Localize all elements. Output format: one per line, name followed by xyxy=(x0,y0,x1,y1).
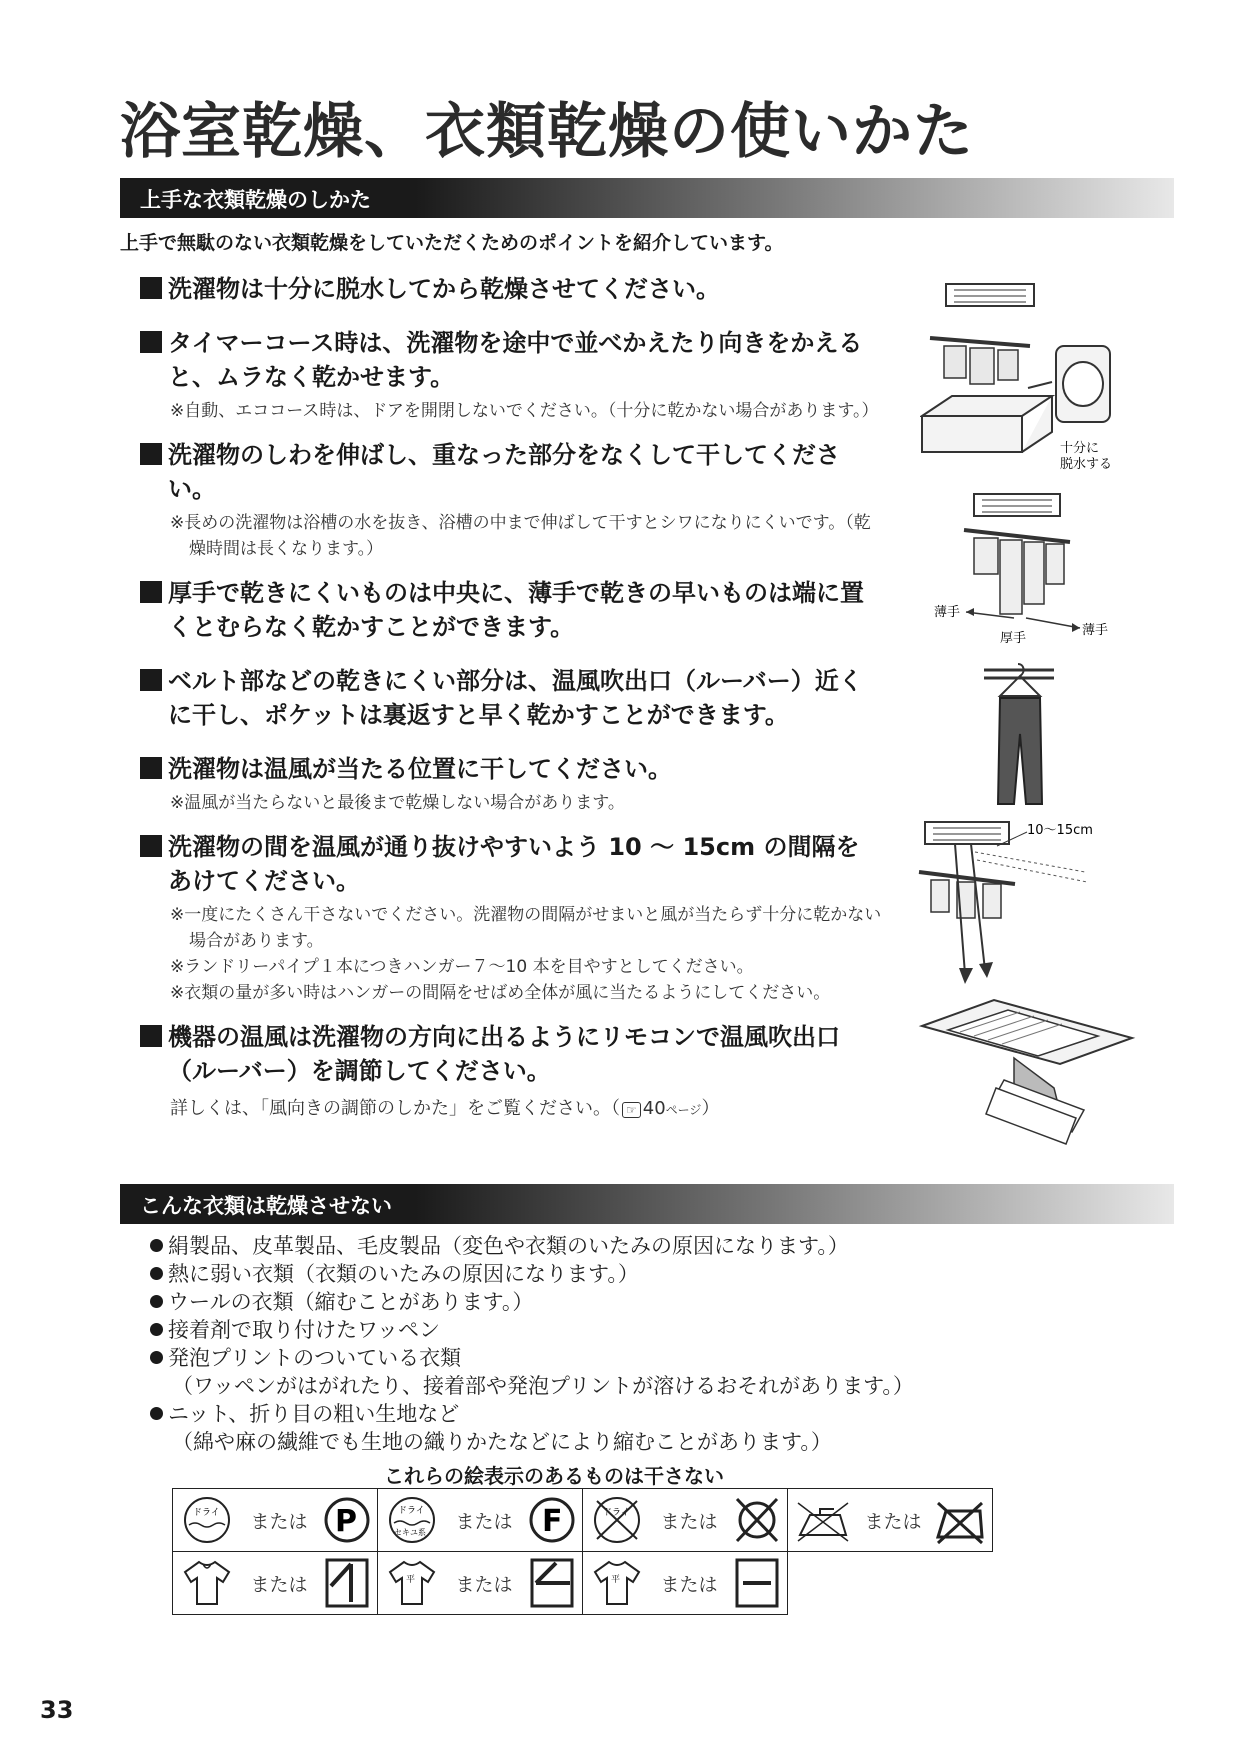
bullet-icon xyxy=(150,1323,163,1336)
svg-text:平: 平 xyxy=(611,1575,621,1585)
square-bullet-icon xyxy=(140,443,162,465)
list-item: ウールの衣類（縮むことがあります。） xyxy=(150,1288,914,1316)
flat-dry-shade-box-icon xyxy=(528,1556,576,1610)
square-bullet-icon xyxy=(140,277,162,299)
or-label: または xyxy=(455,1573,513,1596)
tip-note: ※ランドリーパイプ１本につきハンガー７～10 本を目やすとしてください。 xyxy=(170,957,754,977)
or-label: または xyxy=(660,1573,718,1596)
hang-dry-icon xyxy=(179,1556,235,1610)
page-title: 浴室乾燥、衣類乾燥の使いかた xyxy=(120,97,974,167)
caption-thick: 厚手 xyxy=(1000,631,1027,646)
solvent-f-icon xyxy=(528,1495,576,1545)
or-label: または xyxy=(455,1510,513,1533)
no-dry-clean-circle-x-icon xyxy=(733,1495,781,1545)
tip-item: ベルト部などの乾きにくい部分は、温風吹出口（ルーバー）近くに干し、ポケットは裏返すと早く乾かすことができます。 xyxy=(140,664,882,732)
list-item: 絹製品、皮革製品、毛皮製品（変色や衣類のいたみの原因になります。） xyxy=(150,1232,914,1260)
svg-text:ドライ: ドライ xyxy=(193,1508,220,1518)
illustration-dehydrate xyxy=(920,276,1140,476)
svg-text:F: F xyxy=(541,1504,563,1539)
solvent-p-icon xyxy=(323,1495,371,1545)
no-iron-icon xyxy=(794,1495,852,1545)
pointing-hand-icon: ☞ xyxy=(622,1102,641,1118)
no-dry-clean-icon xyxy=(589,1495,645,1545)
tip-item: 洗濯物は十分に脱水してから乾燥させてください。 xyxy=(140,272,882,306)
bullet-icon xyxy=(150,1407,163,1420)
no-iron-alt-icon xyxy=(934,1495,986,1545)
trousers xyxy=(998,698,1042,804)
tip-note: ※長めの洗濯物は浴槽の水を抜き、浴槽の中まで伸ばして干すとシワになりにくいです。（乾燥時間は長くなります。） xyxy=(170,513,871,559)
do-not-dry-list xyxy=(150,1232,914,1456)
illustration-trousers xyxy=(980,660,1070,810)
tip-note: ※衣類の量が多い時はハンガーの間隔をせばめ全体が風に当たるようにしてください。 xyxy=(170,983,831,1003)
square-bullet-icon xyxy=(140,835,162,857)
care-symbols-table xyxy=(172,1488,993,1615)
illustration-spacing xyxy=(915,818,1140,988)
tip-note: ※温風が当たらないと最後まで乾燥しない場合があります。 xyxy=(170,793,625,813)
bullet-icon xyxy=(150,1351,163,1364)
tips-list xyxy=(140,272,882,1120)
svg-text:ドライ: ドライ xyxy=(603,1508,630,1518)
section-header-do-not-dry: こんな衣類は乾燥させない xyxy=(120,1184,1174,1224)
caption-dehydrate-line1: 十分に xyxy=(1060,441,1100,456)
or-label: または xyxy=(250,1510,308,1533)
tip-item: 洗濯物のしわを伸ばし、重なった部分をなくして干してください。 xyxy=(140,438,882,506)
square-bullet-icon xyxy=(140,331,162,353)
line-dry-box-icon xyxy=(323,1556,371,1610)
bullet-icon xyxy=(150,1267,163,1280)
bullet-icon xyxy=(150,1295,163,1308)
list-item-detail: （ワッペンがはがれたり、接着部や発泡プリントが溶けるおそれがあります。） xyxy=(172,1374,914,1398)
flat-dry-alt-icon xyxy=(589,1556,645,1610)
dry-clean-icon xyxy=(179,1495,235,1545)
caption-dehydrate-line2: 脱水する xyxy=(1060,457,1113,472)
care-symbols-title: これらの絵表示のあるものは干さない xyxy=(384,1464,724,1488)
intro-text: 上手で無駄のない衣類乾燥をしていただくためのポイントを紹介しています。 xyxy=(120,232,784,254)
caption-thin-left: 薄手 xyxy=(934,605,961,620)
tip-item: 厚手で乾きにくいものは中央に、薄手で乾きの早いものは端に置くとむらなく乾かすことができます。 xyxy=(140,576,882,644)
or-label: または xyxy=(250,1573,308,1596)
tip-item: 洗濯物の間を温風が通り抜けやすいよう 10 ～ 15cm の間隔をあけてください。 xyxy=(140,830,882,898)
or-label: または xyxy=(660,1510,718,1533)
list-item: 接着剤で取り付けたワッペン xyxy=(150,1316,914,1344)
bullet-icon xyxy=(150,1239,163,1252)
square-bullet-icon xyxy=(140,669,162,691)
caption-thin-right: 薄手 xyxy=(1082,623,1109,638)
svg-text:ドライ: ドライ xyxy=(398,1506,425,1516)
caption-spacing: 10～15cm xyxy=(1027,823,1093,838)
list-item: 発泡プリントのついている衣類 xyxy=(150,1344,914,1372)
square-bullet-icon xyxy=(140,757,162,779)
list-item: ニット、折り目の粗い生地など xyxy=(150,1400,914,1428)
or-label: または xyxy=(864,1510,922,1533)
section-header-drying-tips: 上手な衣類乾燥のしかた xyxy=(120,178,1174,218)
tip-item: 洗濯物は温風が当たる位置に干してください。 xyxy=(140,752,882,786)
flat-dry-box-icon xyxy=(733,1556,781,1610)
page-number: 33 xyxy=(40,1696,74,1724)
square-bullet-icon xyxy=(140,1025,162,1047)
illustration-louver xyxy=(918,996,1140,1146)
tip-note: ※一度にたくさん干さないでください。洗濯物の間隔がせまいと風が当たらず十分に乾かない場合があります。 xyxy=(170,905,882,951)
list-item: 熱に弱い衣類（衣類のいたみの原因になります。） xyxy=(150,1260,914,1288)
flat-dry-icon xyxy=(384,1556,440,1610)
list-item-detail: （綿や麻の繊維でも生地の織りかたなどにより縮むことがあります。） xyxy=(172,1430,832,1454)
svg-text:P: P xyxy=(334,1504,357,1539)
tip-note: ※自動、エココース時は、ドアを開閉しないでください。（十分に乾かない場合があります。） xyxy=(170,401,879,421)
tip-item: タイマーコース時は、洗濯物を途中で並べかえたり向きをかえると、ムラなく乾かせます。 xyxy=(140,326,882,394)
svg-text:セキユ系: セキユ系 xyxy=(394,1528,426,1537)
square-bullet-icon xyxy=(140,581,162,603)
reference-note: 詳しくは、「風向きの調節のしかた」をご覧ください。（ ☞ 40ページ） xyxy=(170,1098,720,1119)
dry-clean-petroleum-icon xyxy=(384,1495,440,1545)
tip-item: 機器の温風は洗濯物の方向に出るようにリモコンで温風吹出口（ルーバー）を調節してください。 xyxy=(140,1020,882,1088)
illustration-thick-thin xyxy=(930,490,1140,650)
svg-text:平: 平 xyxy=(406,1575,416,1585)
